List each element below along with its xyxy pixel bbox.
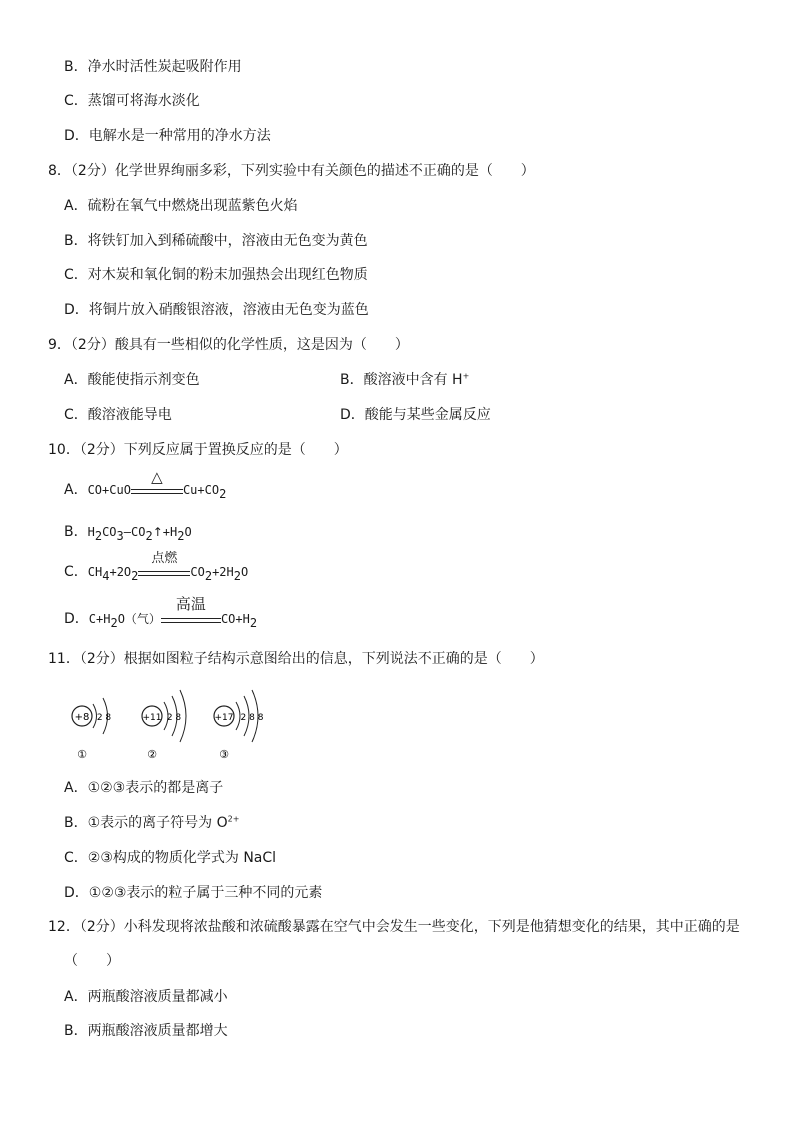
q10-d-equation-sign	[161, 595, 221, 623]
q10-option-c	[64, 551, 249, 583]
q10-b-label: B．	[64, 524, 88, 540]
q10-d-left: C+H	[88, 612, 111, 626]
q10-a-left: CO+CuO	[87, 483, 131, 497]
q8-option-b: B．将铁钉加入到稀硫酸中，溶液由无色变为黄色	[64, 233, 368, 249]
atom-2-shells: 2 8	[166, 713, 182, 723]
atom-diagram-3	[214, 690, 264, 761]
q11-option-b-text: B．①表示的离子符号为 O	[64, 815, 228, 831]
q9-stem: 9．（2分）酸具有一些相似的化学性质，这是因为（ ）	[48, 337, 409, 353]
q10-b-tail: +H	[162, 525, 178, 539]
q10-a-right-sub: 2	[219, 486, 227, 501]
q10-d-condition: 高温	[175, 595, 206, 613]
q10-c-o: O	[241, 565, 249, 579]
atom-2-label: ②	[147, 748, 157, 761]
q10-stem: 10．（2分）下列反应属于置换反应的是（ ）	[48, 442, 348, 458]
atom-3-label: ③	[219, 748, 229, 761]
q12-option-a: A．两瓶酸溶液质量都减小	[64, 989, 228, 1005]
q10-c-double-bar	[138, 571, 190, 576]
q9-option-c: C．酸溶液能导电	[64, 407, 172, 423]
q7-option-d: D．电解水是一种常用的净水方法	[64, 128, 271, 144]
q10-a-equation-sign	[131, 468, 183, 494]
q12-option-b: B．两瓶酸溶液质量都增大	[64, 1023, 228, 1039]
q10-b-s3: 2	[145, 528, 153, 543]
q10-b-mid: —CO	[123, 525, 146, 539]
q8-option-c: C．对木炭和氧化铜的粉末加强热会出现红色物质	[64, 267, 368, 283]
q10-c-o2: +2O	[109, 565, 132, 579]
q9-option-a: A．酸能使指示剂变色	[64, 372, 200, 388]
q10-c-s1: 4	[102, 568, 110, 583]
atom-2-nucleus: +11	[142, 713, 162, 723]
q10-c-h: +2H	[212, 565, 234, 579]
q11-option-b	[64, 814, 239, 832]
q11-stem: 11．（2分）根据如图粒子结构示意图给出的信息，下列说法不正确的是（ ）	[48, 651, 544, 667]
q9-option-d: D．酸能与某些金属反应	[340, 407, 491, 423]
q10-c-label: C．	[64, 564, 88, 580]
q9-option-b-text: B．酸溶液中含有 H	[340, 372, 463, 388]
q10-c-equation-sign	[138, 551, 190, 576]
q10-b-s4: 2	[177, 528, 185, 543]
q7-option-b: B．净水时活性炭起吸附作用	[64, 59, 242, 75]
atom-diagram-2	[142, 690, 186, 761]
q11-option-c: C．②③构成的物质化学式为 NaCl	[64, 850, 277, 866]
q10-c-co: CO	[190, 565, 205, 579]
q10-option-a	[64, 468, 227, 501]
q10-d-o: O（气）	[117, 612, 161, 626]
q11-option-d: D．①②③表示的粒子属于三种不同的元素	[64, 885, 323, 901]
q10-d-s2: 2	[249, 615, 258, 630]
q10-c-ch: CH	[87, 565, 103, 579]
q10-d-label: D．	[64, 611, 89, 627]
q10-c-s3: 2	[204, 568, 213, 583]
q10-c-s4: 2	[233, 568, 241, 583]
q10-a-condition: △	[151, 468, 163, 486]
q10-c-condition: 点燃	[151, 551, 178, 566]
q8-option-a: A．硫粉在氧气中燃烧出现蓝紫色火焰	[64, 198, 298, 214]
q10-c-s2: 2	[131, 568, 139, 583]
q10-b-co: CO	[102, 525, 117, 539]
atom-1-nucleus: +8	[74, 712, 90, 723]
q10-a-double-bar	[131, 489, 183, 494]
atom-3-shells: 2 8 8	[240, 713, 264, 723]
q9-option-b	[340, 371, 469, 389]
q10-a-label: A．	[64, 482, 88, 498]
q10-option-b	[64, 523, 192, 541]
q10-d-right: CO+H	[220, 612, 250, 626]
q7-option-c: C．蒸馏可将海水淡化	[64, 93, 200, 109]
q10-d-double-bar	[161, 618, 221, 623]
q10-b-h: H	[87, 525, 95, 539]
gas-up-arrow-icon: ↑	[152, 525, 163, 539]
atom-3-nucleus: +17	[214, 713, 234, 723]
atom-1-shells: 2 8	[96, 713, 112, 723]
q11-option-a: A．①②③表示的都是离子	[64, 780, 224, 796]
electron-shell-arc	[236, 702, 240, 730]
atom-diagram-1	[72, 698, 111, 761]
q12-answer-paren: （ ）	[64, 953, 120, 969]
atom-1-label: ①	[77, 748, 87, 761]
q11-option-b-sup: 2+	[227, 814, 240, 824]
particle-structure-diagram	[66, 686, 296, 766]
q10-b-s1: 2	[94, 528, 103, 543]
q9-option-b-sup: +	[462, 371, 470, 381]
q10-a-right: Cu+CO	[182, 483, 220, 497]
q8-stem: 8．（2分）化学世界绚丽多彩，下列实验中有关颜色的描述不正确的是（ ）	[48, 163, 535, 179]
q10-option-d	[64, 595, 258, 630]
q10-b-s2: 3	[116, 528, 124, 543]
q10-d-s1: 2	[110, 615, 118, 630]
q8-option-d: D．将铜片放入硝酸银溶液，溶液由无色变为蓝色	[64, 302, 369, 318]
q10-b-o: O	[184, 525, 192, 539]
q12-stem: 12．（2分）小科发现将浓盐酸和浓硫酸暴露在空气中会发生一些变化，下列是他猜想变化的结果，其中正确的是	[48, 919, 740, 935]
